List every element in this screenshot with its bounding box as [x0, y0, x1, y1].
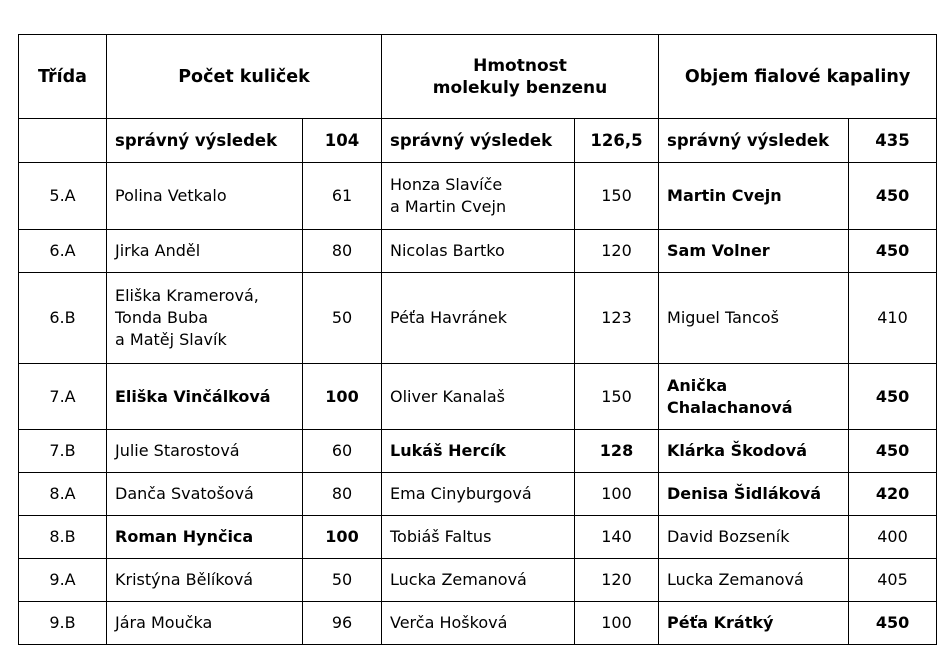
marbles-name: Eliška Kramerová, Tonda Buba a Matěj Slavík: [107, 273, 303, 364]
header-class: Třída: [19, 35, 107, 119]
liquid-value: 450: [849, 602, 937, 645]
class-cell: 5.A: [19, 163, 107, 230]
correct-label-marbles: správný výsledek: [107, 119, 303, 163]
marbles-value: 96: [303, 602, 382, 645]
correct-empty-cell: [19, 119, 107, 163]
table-row: [19, 516, 937, 559]
liquid-name: Miguel Tancoš: [659, 273, 849, 364]
benzene-value: 123: [575, 273, 659, 364]
correct-marbles: 104: [303, 119, 382, 163]
class-cell: 9.A: [19, 559, 107, 602]
benzene-value: 150: [575, 364, 659, 430]
benzene-name: Lukáš Hercík: [382, 430, 575, 473]
correct-label-benzene: správný výsledek: [382, 119, 575, 163]
benzene-value: 100: [575, 602, 659, 645]
marbles-name: Jirka Anděl: [107, 230, 303, 273]
marbles-value: 50: [303, 273, 382, 364]
results-table: [18, 34, 937, 645]
liquid-name: Anička Chalachanová: [659, 364, 849, 430]
liquid-value: 420: [849, 473, 937, 516]
table-row: [19, 364, 937, 430]
liquid-name: Klárka Škodová: [659, 430, 849, 473]
table-row: [19, 273, 937, 364]
benzene-value: 128: [575, 430, 659, 473]
liquid-name: Lucka Zemanová: [659, 559, 849, 602]
class-cell: 7.B: [19, 430, 107, 473]
benzene-name: Nicolas Bartko: [382, 230, 575, 273]
table-row: [19, 473, 937, 516]
benzene-name: Honza Slavíče a Martin Cvejn: [382, 163, 575, 230]
marbles-value: 100: [303, 364, 382, 430]
marbles-value: 100: [303, 516, 382, 559]
correct-liquid: 435: [849, 119, 937, 163]
table-row: [19, 230, 937, 273]
liquid-value: 450: [849, 230, 937, 273]
liquid-name: Denisa Šidláková: [659, 473, 849, 516]
marbles-name: Eliška Vinčálková: [107, 364, 303, 430]
marbles-value: 80: [303, 473, 382, 516]
marbles-value: 80: [303, 230, 382, 273]
benzene-value: 120: [575, 559, 659, 602]
marbles-name: Polina Vetkalo: [107, 163, 303, 230]
benzene-value: 140: [575, 516, 659, 559]
benzene-value: 100: [575, 473, 659, 516]
liquid-value: 400: [849, 516, 937, 559]
benzene-name: Ema Cinyburgová: [382, 473, 575, 516]
benzene-name: Oliver Kanalaš: [382, 364, 575, 430]
benzene-value: 150: [575, 163, 659, 230]
liquid-value: 450: [849, 163, 937, 230]
header-row: [19, 35, 937, 119]
marbles-name: Roman Hynčica: [107, 516, 303, 559]
class-cell: 6.B: [19, 273, 107, 364]
marbles-name: Kristýna Bělíková: [107, 559, 303, 602]
marbles-value: 60: [303, 430, 382, 473]
correct-result-row: [19, 119, 937, 163]
class-cell: 8.A: [19, 473, 107, 516]
table-row: [19, 430, 937, 473]
correct-benzene: 126,5: [575, 119, 659, 163]
class-cell: 9.B: [19, 602, 107, 645]
benzene-name: Tobiáš Faltus: [382, 516, 575, 559]
correct-label-liquid: správný výsledek: [659, 119, 849, 163]
liquid-name: David Bozseník: [659, 516, 849, 559]
class-cell: 6.A: [19, 230, 107, 273]
header-benzene: Hmotnost molekuly benzenu: [382, 35, 659, 119]
marbles-value: 50: [303, 559, 382, 602]
class-cell: 8.B: [19, 516, 107, 559]
marbles-name: Jára Moučka: [107, 602, 303, 645]
header-liquid: Objem fialové kapaliny: [659, 35, 937, 119]
liquid-value: 450: [849, 364, 937, 430]
liquid-name: Martin Cvejn: [659, 163, 849, 230]
liquid-name: Péťa Krátký: [659, 602, 849, 645]
benzene-name: Péťa Havránek: [382, 273, 575, 364]
table-row: [19, 559, 937, 602]
table-row: [19, 602, 937, 645]
header-marbles: Počet kuliček: [107, 35, 382, 119]
benzene-value: 120: [575, 230, 659, 273]
benzene-name: Lucka Zemanová: [382, 559, 575, 602]
liquid-name: Sam Volner: [659, 230, 849, 273]
marbles-name: Danča Svatošová: [107, 473, 303, 516]
liquid-value: 410: [849, 273, 937, 364]
class-cell: 7.A: [19, 364, 107, 430]
marbles-name: Julie Starostová: [107, 430, 303, 473]
table-row: [19, 163, 937, 230]
marbles-value: 61: [303, 163, 382, 230]
benzene-name: Verča Hošková: [382, 602, 575, 645]
liquid-value: 450: [849, 430, 937, 473]
liquid-value: 405: [849, 559, 937, 602]
